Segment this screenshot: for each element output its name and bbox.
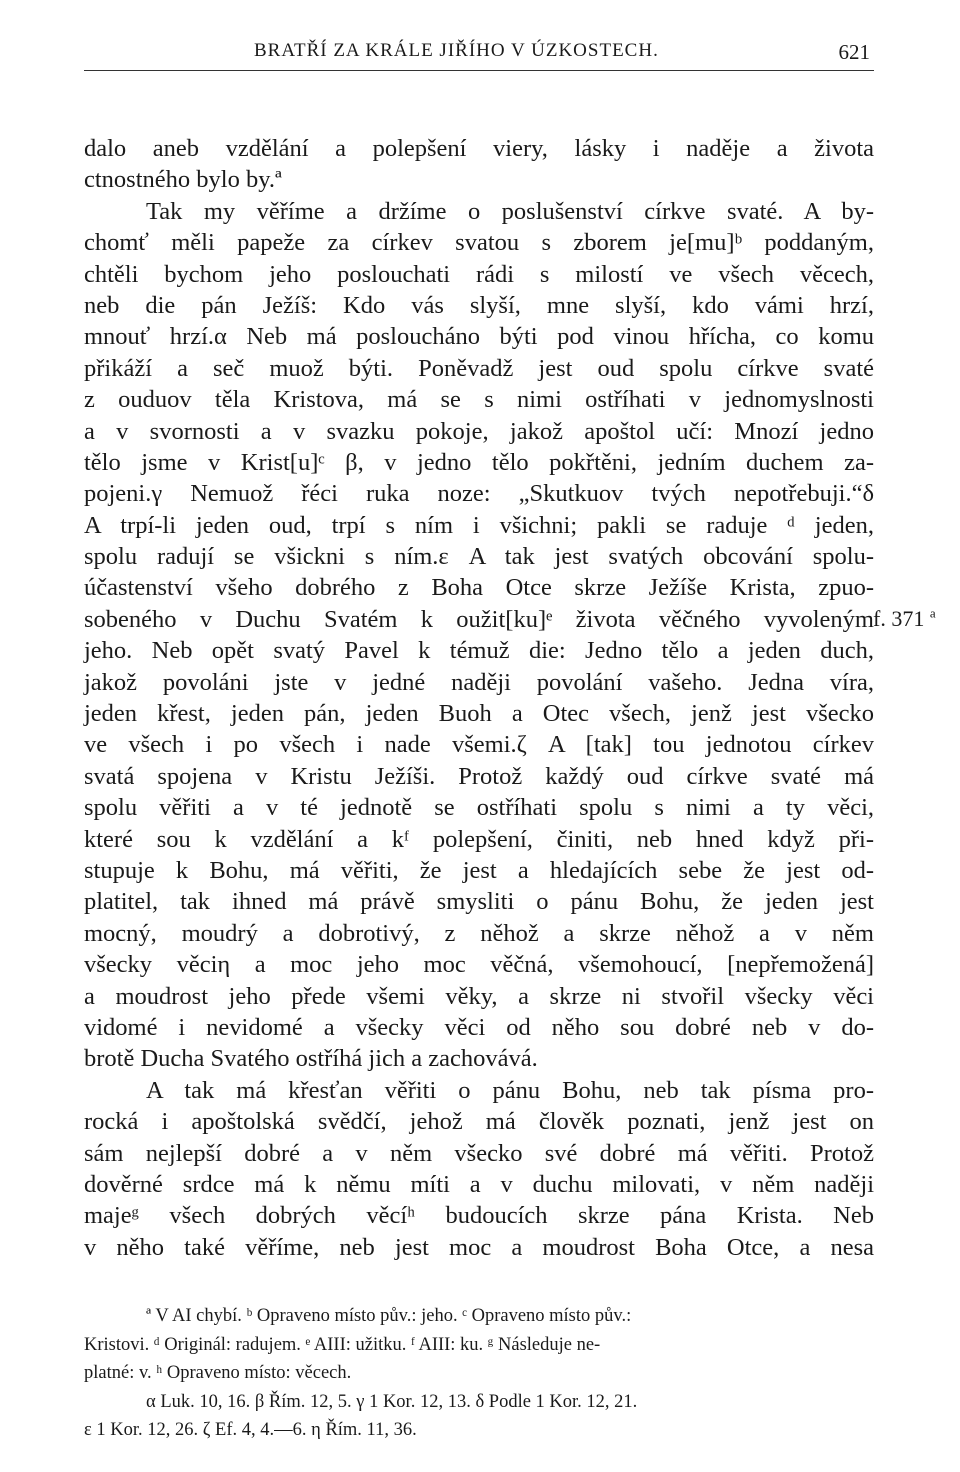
text-line: ctnostného bylo by.ª	[84, 166, 282, 194]
text-line: přikáží a seč muož býti. Poněvadž jest oud spolu církve svaté	[84, 354, 874, 382]
text-line: A tak má křesťan věřiti o pánu Bohu, neb tak písma pro-	[146, 1076, 874, 1104]
text-line: majeᵍ všech dobrých věcíʰ budoucích skrze pána Krista. Neb	[84, 1202, 874, 1230]
text-line: vidomé i nevidomé a všecky věci od něho sou dobré neb v do-	[84, 1013, 874, 1041]
footnote-line: Kristovi. ᵈ Originál: radujem. ᵉ AIII: užitku. ᶠ AIII: ku. ᵍ Následuje ne-	[84, 1334, 601, 1355]
text-line: sám nejlepší dobré a v něm všecko své dobré má věřiti. Protož	[84, 1139, 874, 1167]
folio-number: f. 371	[873, 606, 925, 631]
footnote-line: ª V AI chybí. ᵇ Opraveno místo pův.: jeho. ᶜ Opraveno místo pův.:	[146, 1306, 632, 1326]
text-line: které sou k vzdělání a kᶠ polepšení, činiti, neb hned když při-	[84, 825, 874, 853]
text-line: jeden křest, jeden pán, jeden Buoh a Otec všech, jenž jest všecko	[84, 700, 874, 728]
text-line: stupuje k Bohu, má věřiti, že jest a hledajících sebe že jest od-	[84, 856, 874, 884]
header-rule	[84, 70, 874, 71]
text-line: brotě Ducha Svatého ostříhá jich a zachovává.	[84, 1045, 538, 1073]
text-line: chtěli bychom jeho poslouchati rádi s milostí ve všech věcech,	[84, 260, 874, 288]
text-line: účastenství všeho dobrého z Boha Otce skrze Ježíše Krista, zpuo-	[84, 574, 874, 602]
text-line: jeho. Neb opět svatý Pavel k témuž die: Jedno tělo a jeden duch,	[84, 637, 874, 665]
text-line: rocká i apoštolská svědčí, jehož má člověk poznati, jenž jest on	[84, 1108, 874, 1136]
text-line: mnouť hrzí.α Neb má posloucháno býti pod vinou hřícha, co komu	[84, 323, 874, 351]
text-line: sobeného v Duchu Svatém k oužit[ku]ᵉ života věčného vyvoleným	[84, 605, 874, 633]
text-line: všecky věciη a moc jeho moc věčná, všemohoucí, [nepřemožená]	[84, 951, 874, 979]
folio-side: a	[929, 605, 936, 621]
text-line: chomť měli papeže za církev svatou s zborem je[mu]ᵇ poddaným,	[84, 229, 874, 257]
text-line: svatá spojena v Kristu Ježíši. Protož každý oud církve svaté má	[84, 762, 874, 790]
text-line: tělo jsme v Krist[u]ᶜ β, v jedno tělo pokřtěni, jedním duchem za-	[84, 448, 874, 476]
text-line: mocný, moudrý a dobrotivý, z něhož a skrze něhož a v něm	[84, 919, 874, 947]
text-line: Tak my věříme a držíme o poslušenství církve svaté. A by-	[146, 197, 874, 225]
text-line: z ouduov těla Kristova, má se s nimi ostříhati v jednomyslnosti	[84, 386, 874, 414]
body-text	[84, 133, 874, 1263]
text-line: a v svornosti a v svazku pokoje, jakož apoštol učí: Mnozí jedno	[84, 417, 874, 445]
text-line: pojeni.γ Nemuož řéci ruka noze: „Skutkuov tvých nepotřebuji.“δ	[84, 480, 874, 508]
text-line: spolu radují se všickni s ním.ε A tak jest svatých obcování spolu-	[84, 543, 874, 571]
text-line: dověrné srdce má k němu míti a v duchu milovati, v něm naději	[84, 1170, 874, 1198]
footnote-line: ε 1 Kor. 12, 26. ζ Ef. 4, 4.—6. η Řím. 11, 36.	[84, 1420, 417, 1440]
footnote-line: α Luk. 10, 16. β Řím. 12, 5. γ 1 Kor. 12, 13. δ Podle 1 Kor. 12, 21.	[146, 1391, 638, 1412]
text-line: dalo aneb vzdělání a polepšení viery, lásky i naděje a života	[84, 135, 874, 162]
page-header	[84, 40, 874, 72]
text-line: jakož povoláni jste v jedné naději povolání vašeho. Jedna víra,	[84, 668, 874, 696]
footnote-line: platné: v. ʰ Opraveno místo: věcech.	[84, 1363, 352, 1383]
folio-margin-note	[873, 606, 936, 632]
page-number: 621	[838, 40, 870, 64]
text-line: v něho také věříme, neb jest moc a moudrost Boha Otce, a nesa	[84, 1233, 874, 1261]
text-line: a moudrost jeho přede všemi věky, a skrze ni stvořil všecky věci	[84, 982, 874, 1010]
running-title: BRATŘÍ ZA KRÁLE JIŘÍHO V ÚZKOSTECH.	[254, 40, 659, 61]
text-line: platitel, tak ihned má právě smysliti o pánu Bohu, že jeden jest	[84, 888, 874, 916]
text-line: A trpí-li jeden oud, trpí s ním i všichni; pakli se raduje ᵈ jeden,	[84, 511, 874, 539]
text-line: ve všech i po všech i nade všemi.ζ A [tak] tou jednotou církev	[84, 731, 874, 759]
text-line: neb die pán Ježíš: Kdo vás slyší, mne slyší, kdo vámi hrzí,	[84, 291, 874, 319]
text-line: spolu věřiti a v té jednotě se ostříhati spolu s nimi a ty věci,	[84, 794, 874, 822]
footnotes	[84, 1302, 874, 1445]
